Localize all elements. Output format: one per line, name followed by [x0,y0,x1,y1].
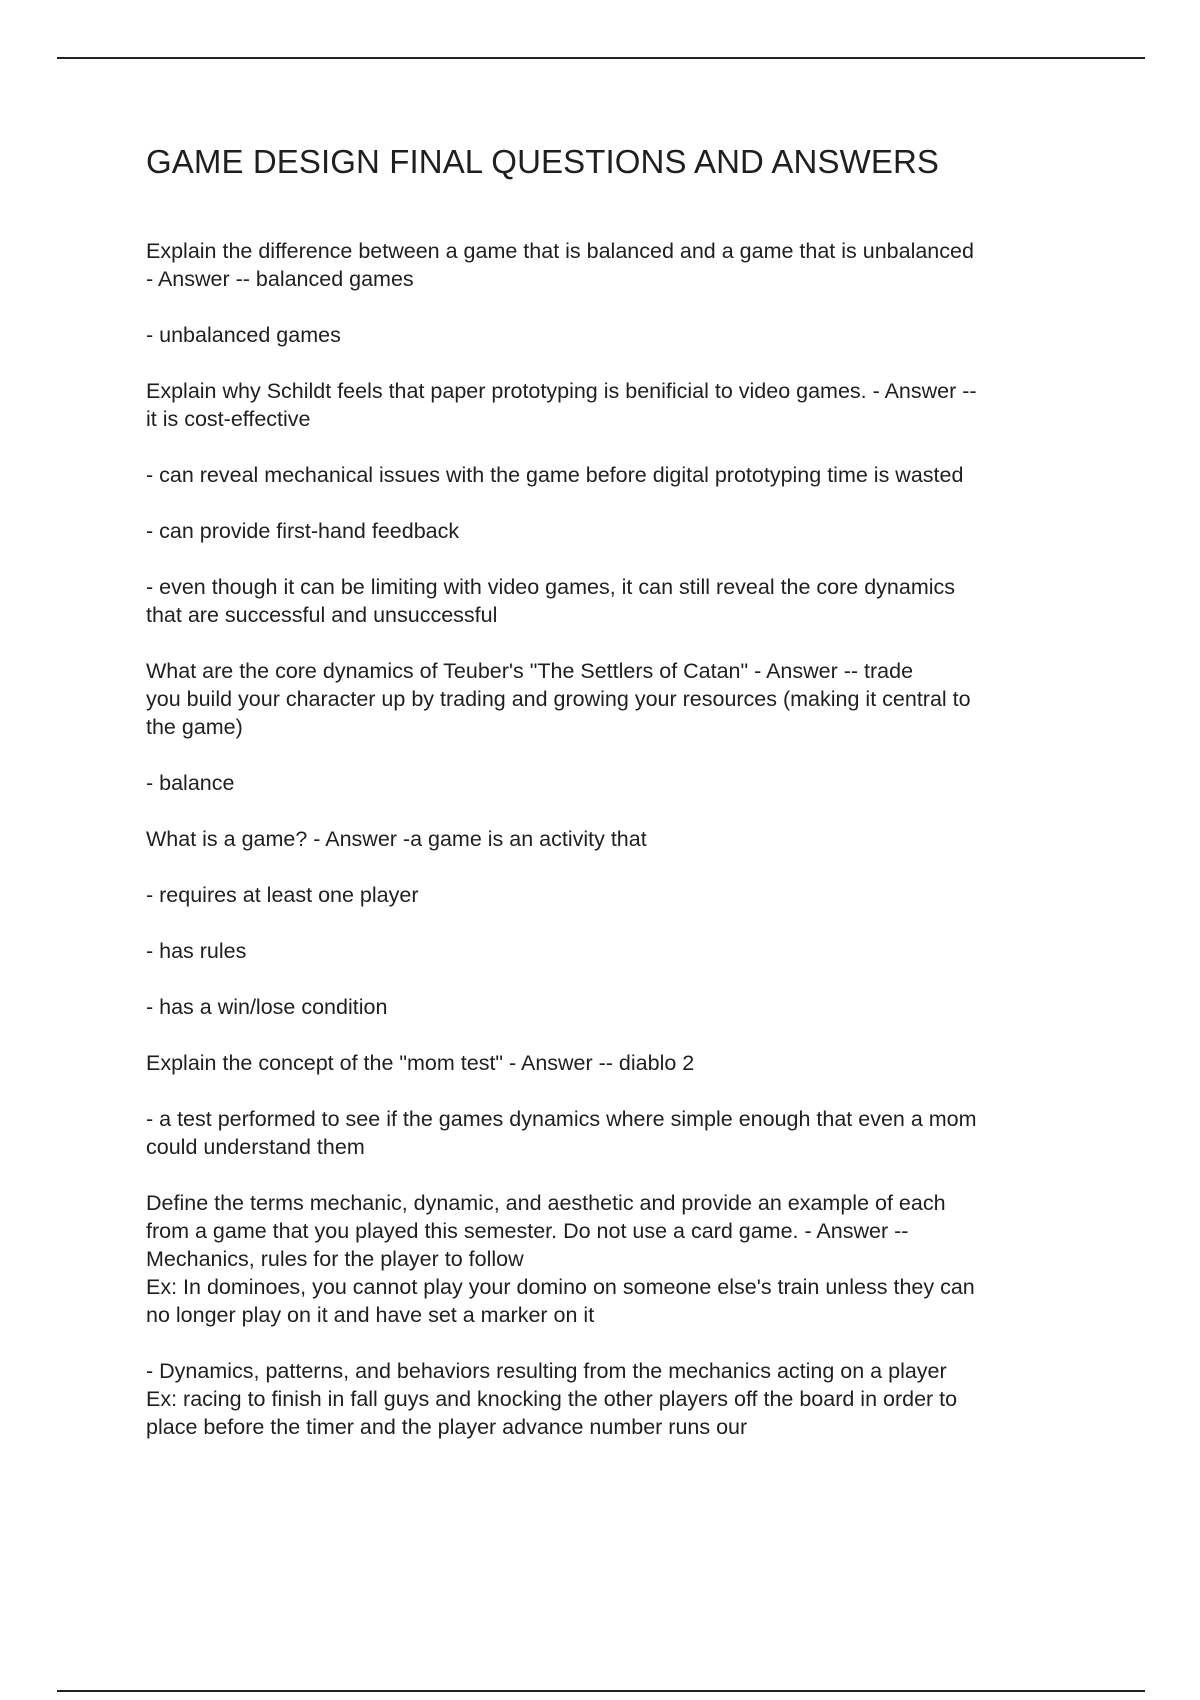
text-line: - Answer -- balanced games [146,266,414,291]
paragraph-unbalanced [146,321,1096,349]
text-line: Define the terms mechanic, dynamic, and aesthetic and provide an example of each [146,1190,946,1215]
paragraph-mda-question [146,1189,1096,1329]
paragraph-balance [146,769,1096,797]
paragraph-balanced-question [146,237,1096,293]
text-line: Ex: racing to finish in fall guys and knocking the other players off the board in order to [146,1386,958,1411]
paragraph-mom-test-question [146,1049,1096,1077]
paragraph-core-dynamics [146,573,1096,629]
document-page [146,142,1096,1469]
text-line: the game) [146,714,243,739]
text-line: could understand them [146,1134,365,1159]
paragraph-has-rules [146,937,1096,965]
text-line: - a test performed to see if the games dynamics where simple enough that even a mom [146,1106,977,1131]
text-line: - can provide first-hand feedback [146,518,460,543]
paragraph-what-is-game [146,825,1096,853]
paragraph-feedback [146,517,1096,545]
text-line: What are the core dynamics of Teuber's "The Settlers of Catan" - Answer -- trade [146,658,914,683]
top-rule [57,57,1145,59]
text-line: Mechanics, rules for the player to follow [146,1246,524,1271]
text-line: place before the timer and the player advance number runs our [146,1414,748,1439]
text-line: it is cost-effective [146,406,311,431]
text-line: no longer play on it and have set a marker on it [146,1302,595,1327]
text-line: - even though it can be limiting with video games, it can still reveal the core dynamics [146,574,956,599]
text-line: - can reveal mechanical issues with the game before digital prototyping time is wasted [146,462,964,487]
text-line: that are successful and unsuccessful [146,602,498,627]
text-line: - has rules [146,938,247,963]
document-body [146,237,1096,1441]
paragraph-win-lose [146,993,1096,1021]
document-title: GAME DESIGN FINAL QUESTIONS AND ANSWERS [146,143,939,180]
paragraph-mom-test-answer [146,1105,1096,1161]
text-line: you build your character up by trading and growing your resources (making it central to [146,686,971,711]
text-line: - requires at least one player [146,882,419,907]
paragraph-one-player [146,881,1096,909]
paragraph-dynamics [146,1357,1096,1441]
text-line: from a game that you played this semester. Do not use a card game. - Answer -- [146,1218,909,1243]
text-line: Explain the difference between a game that is balanced and a game that is unbalanced [146,238,974,263]
paragraph-mechanical-issues [146,461,1096,489]
text-line: - balance [146,770,235,795]
text-line: What is a game? - Answer -a game is an activity that [146,826,647,851]
text-line: - Dynamics, patterns, and behaviors resulting from the mechanics acting on a player [146,1358,947,1383]
text-line: - has a win/lose condition [146,994,388,1019]
text-line: Ex: In dominoes, you cannot play your domino on someone else's train unless they can [146,1274,975,1299]
text-line: Explain why Schildt feels that paper prototyping is benificial to video games. - Answer -- [146,378,977,403]
paragraph-catan-question [146,657,1096,741]
text-line: Explain the concept of the "mom test" - Answer -- diablo 2 [146,1050,695,1075]
bottom-rule [57,1690,1145,1692]
paragraph-paper-prototyping-question [146,377,1096,433]
text-line: - unbalanced games [146,322,341,347]
